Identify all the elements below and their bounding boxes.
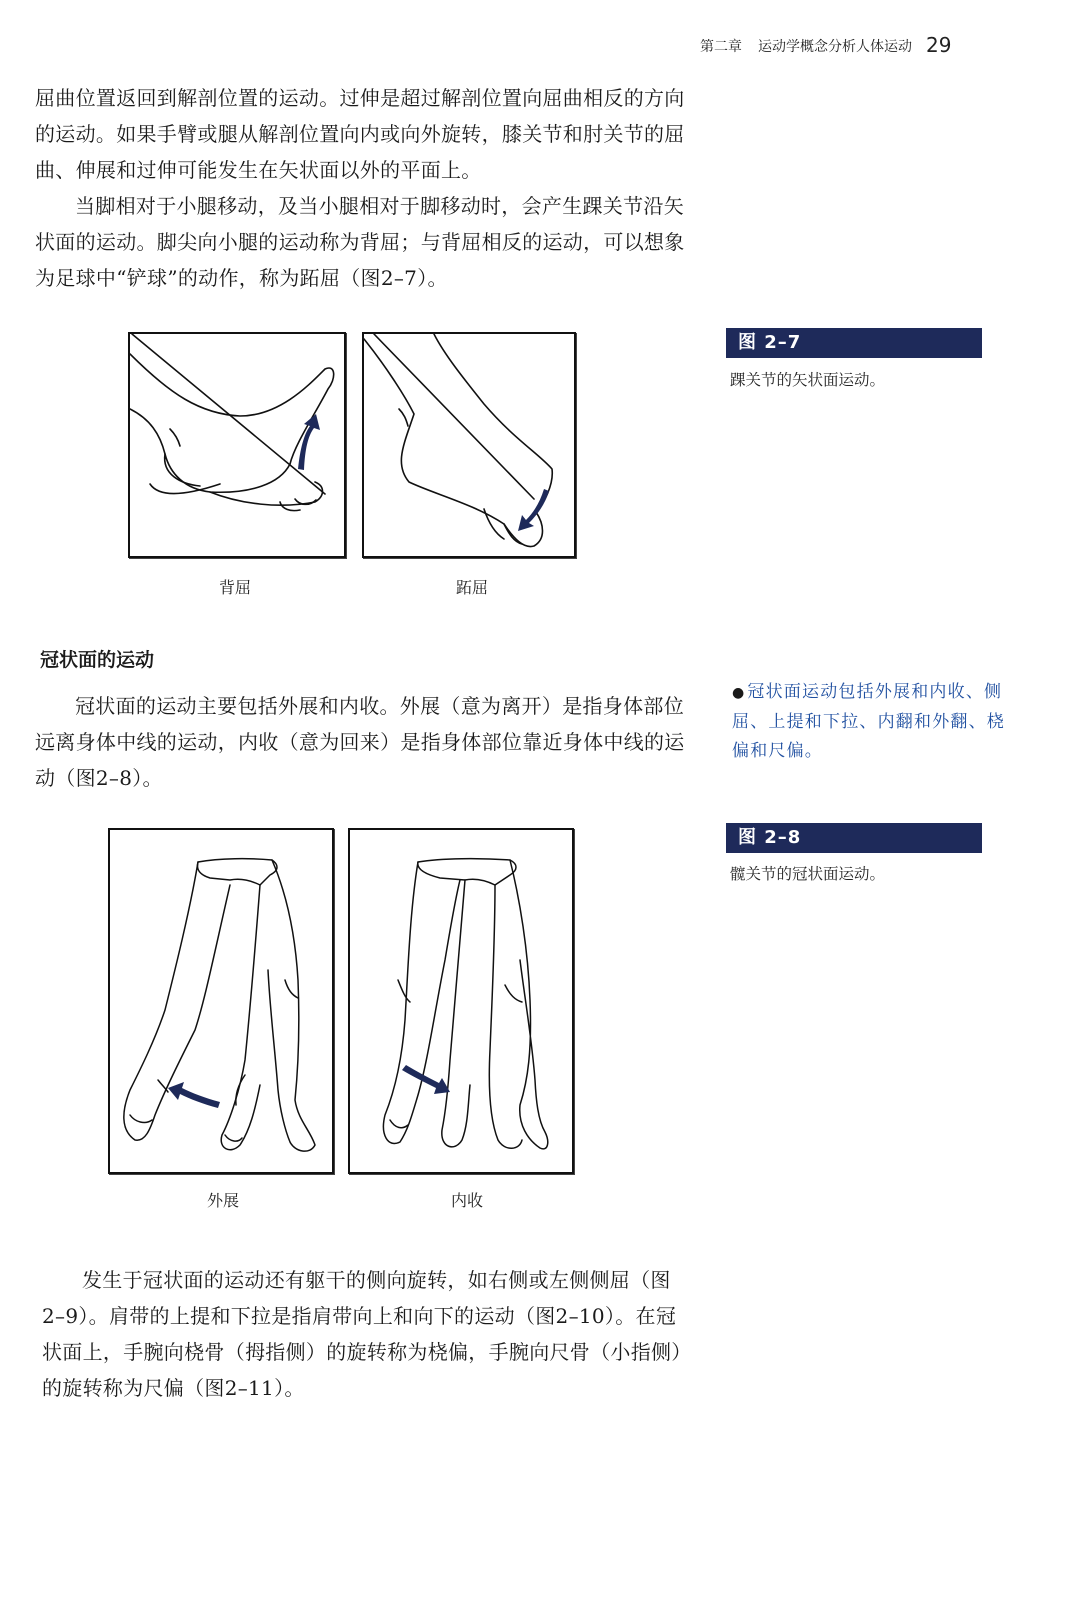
chapter-label: 第二章 bbox=[700, 39, 742, 55]
dorsiflexion-foot-illustration bbox=[130, 334, 344, 556]
figure-2-8-adduction-panel bbox=[348, 828, 574, 1174]
figure-2-8-description: 髋关节的冠状面运动。 bbox=[730, 865, 886, 883]
paragraph-2 bbox=[35, 188, 695, 296]
plantarflexion-foot-illustration bbox=[364, 334, 574, 556]
page-number: 29 bbox=[926, 33, 952, 57]
paragraph-4 bbox=[42, 1262, 692, 1406]
figure-2-7-left-caption: 背屈 bbox=[218, 578, 251, 597]
sidenote-text: 冠状面运动包括外展和内收、侧屈、上提和下拉、内翻和外翻、桡偏和尺偏。 bbox=[732, 682, 1005, 761]
bullet-icon: ● bbox=[732, 685, 746, 701]
figure-2-7-right-caption: 跖屈 bbox=[455, 578, 488, 597]
figure-2-7-dorsiflexion-panel bbox=[128, 332, 346, 558]
running-header bbox=[700, 32, 1030, 58]
figure-2-8-right-caption: 内收 bbox=[450, 1191, 483, 1210]
paragraph-3-text: 冠状面的运动主要包括外展和内收。外展（意为离开）是指身体部位远离身体中线的运动，内收（意为回来）是指身体部位靠近身体中线的运动（图2–8）。 bbox=[35, 694, 685, 790]
adduction-legs-illustration bbox=[350, 830, 572, 1172]
paragraph-1 bbox=[35, 80, 695, 188]
figure-2-7-badge: 图 2–7 bbox=[726, 328, 982, 358]
section-title: 冠状面的运动 bbox=[40, 649, 155, 671]
figure-2-7-plantarflexion-panel bbox=[362, 332, 576, 558]
adduction-arrow bbox=[402, 1065, 450, 1094]
chapter-title: 运动学概念分析人体运动 bbox=[758, 39, 912, 55]
paragraph-4-text: 发生于冠状面的运动还有躯干的侧向旋转，如右侧或左侧侧屈（图2–9）。肩带的上提和下拉是指肩带向上和向下的运动（图2–10）。在冠状面上，手腕向桡骨（拇指侧）的旋转称为桡偏，手腕向尺骨（小指侧）的旋转称为尺偏（图2–11）。 bbox=[42, 1268, 692, 1400]
figure-2-7-description: 踝关节的矢状面运动。 bbox=[730, 371, 886, 389]
abduction-arrow bbox=[168, 1082, 220, 1108]
paragraph-3 bbox=[35, 688, 695, 796]
key-point-sidenote bbox=[732, 678, 1007, 766]
paragraph-1-text: 屈曲位置返回到解剖位置的运动。过伸是超过解剖位置向屈曲相反的方向的运动。如果手臂或腿从解剖位置向内或向外旋转，膝关节和肘关节的屈曲、伸展和过伸可能发生在矢状面以外的平面上。 bbox=[35, 86, 685, 182]
figure-2-8-left-caption: 外展 bbox=[206, 1191, 239, 1210]
dorsiflexion-arrow bbox=[298, 414, 320, 470]
plantarflexion-arrow bbox=[518, 489, 549, 531]
paragraph-2-text: 当脚相对于小腿移动，及当小腿相对于脚移动时，会产生踝关节沿矢状面的运动。脚尖向小腿的运动称为背屈；与背屈相反的运动，可以想象为足球中“铲球”的动作，称为跖屈（图2–7）。 bbox=[35, 194, 685, 290]
figure-2-8-abduction-panel bbox=[108, 828, 334, 1174]
abduction-legs-illustration bbox=[110, 830, 332, 1172]
figure-2-8-badge: 图 2–8 bbox=[726, 823, 982, 853]
